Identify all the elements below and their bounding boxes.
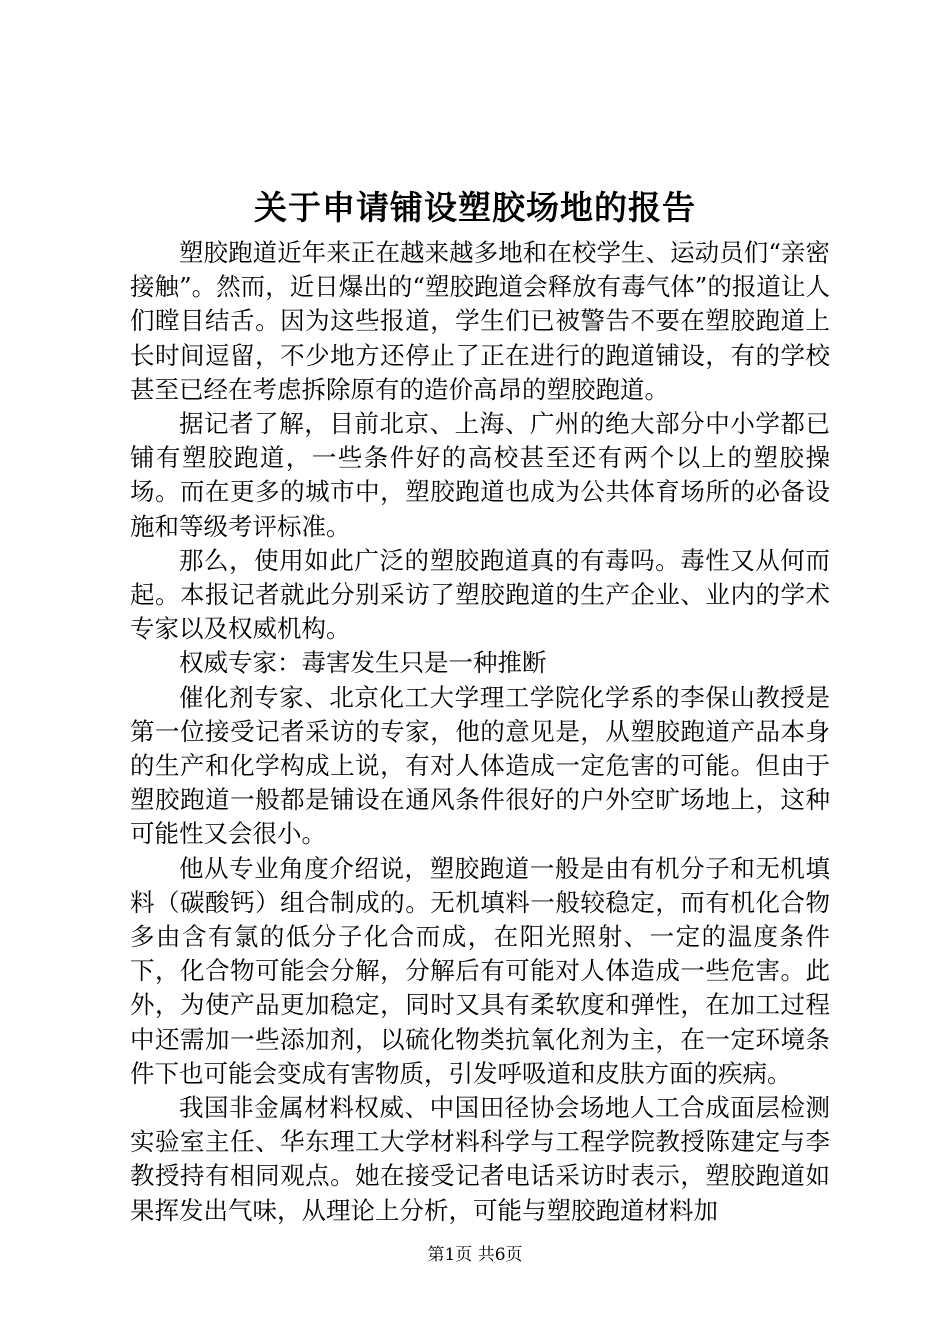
section-heading: 权威专家：毒害发生只是一种推断 — [179, 648, 547, 678]
document-body — [130, 236, 830, 1228]
body-paragraph: 塑胶跑道近年来正在越来越多地和在校学生、运动员们“亲密接触”。然而，近日爆出的“塑胶跑道会释放有毒气体”的报道让人们瞠目结舌。因为这些报道，学生们已被警告不要在塑胶跑道上长时间逗留，不少地方还停止了正在进行的跑道铺设，有的学校甚至已经在考虑拆除原有的造价高昂的塑胶跑道。 — [130, 238, 830, 404]
document-title: 关于申请铺设塑胶场地的报告 — [254, 188, 696, 227]
body-paragraph: 那么，使用如此广泛的塑胶跑道真的有毒吗。毒性又从何而起。本报记者就此分别采访了塑胶跑道的生产企业、业内的学术专家以及权威机构。 — [130, 545, 830, 644]
page-footer: 第1页 共6页 — [427, 1245, 523, 1265]
body-paragraph: 催化剂专家、北京化工大学理工学院化学系的李保山教授是第一位接受记者采访的专家，他的意见是，从塑胶跑道产品本身的生产和化学构成上说，有对人体造成一定危害的可能。但由于塑胶跑道一般都是铺设在通风条件很好的户外空旷场地上，这种可能性又会很小。 — [130, 682, 830, 849]
body-paragraph: 他从专业角度介绍说，塑胶跑道一般是由有机分子和无机填料（碳酸钙）组合制成的。无机填料一般较稳定，而有机化合物多由含有氯的低分子化合而成，在阳光照射、一定的温度条件下，化合物可能会分解，分解后有可能对人体造成一些危害。此外，为使产品更加稳定，同时又具有柔软度和弹性，在加工过程中还需加一些添加剂，以硫化物类抗氧化剂为主，在一定环境条件下也可能会变成有害物质，引发呼吸道和皮肤方面的疾病。 — [130, 853, 830, 1088]
body-paragraph: 据记者了解，目前北京、上海、广州的绝大部分中小学都已铺有塑胶跑道，一些条件好的高校甚至还有两个以上的塑胶操场。而在更多的城市中，塑胶跑道也成为公共体育场所的必备设施和等级考评标准。 — [130, 409, 830, 541]
body-paragraph: 我国非金属材料权威、中国田径协会场地人工合成面层检测实验室主任、华东理工大学材料科学与工程学院教授陈建定与李教授持有相同观点。她在接受记者电话采访时表示，塑胶跑道如果挥发出气味，从理论上分析，可能与塑胶跑道材料加 — [130, 1093, 830, 1225]
